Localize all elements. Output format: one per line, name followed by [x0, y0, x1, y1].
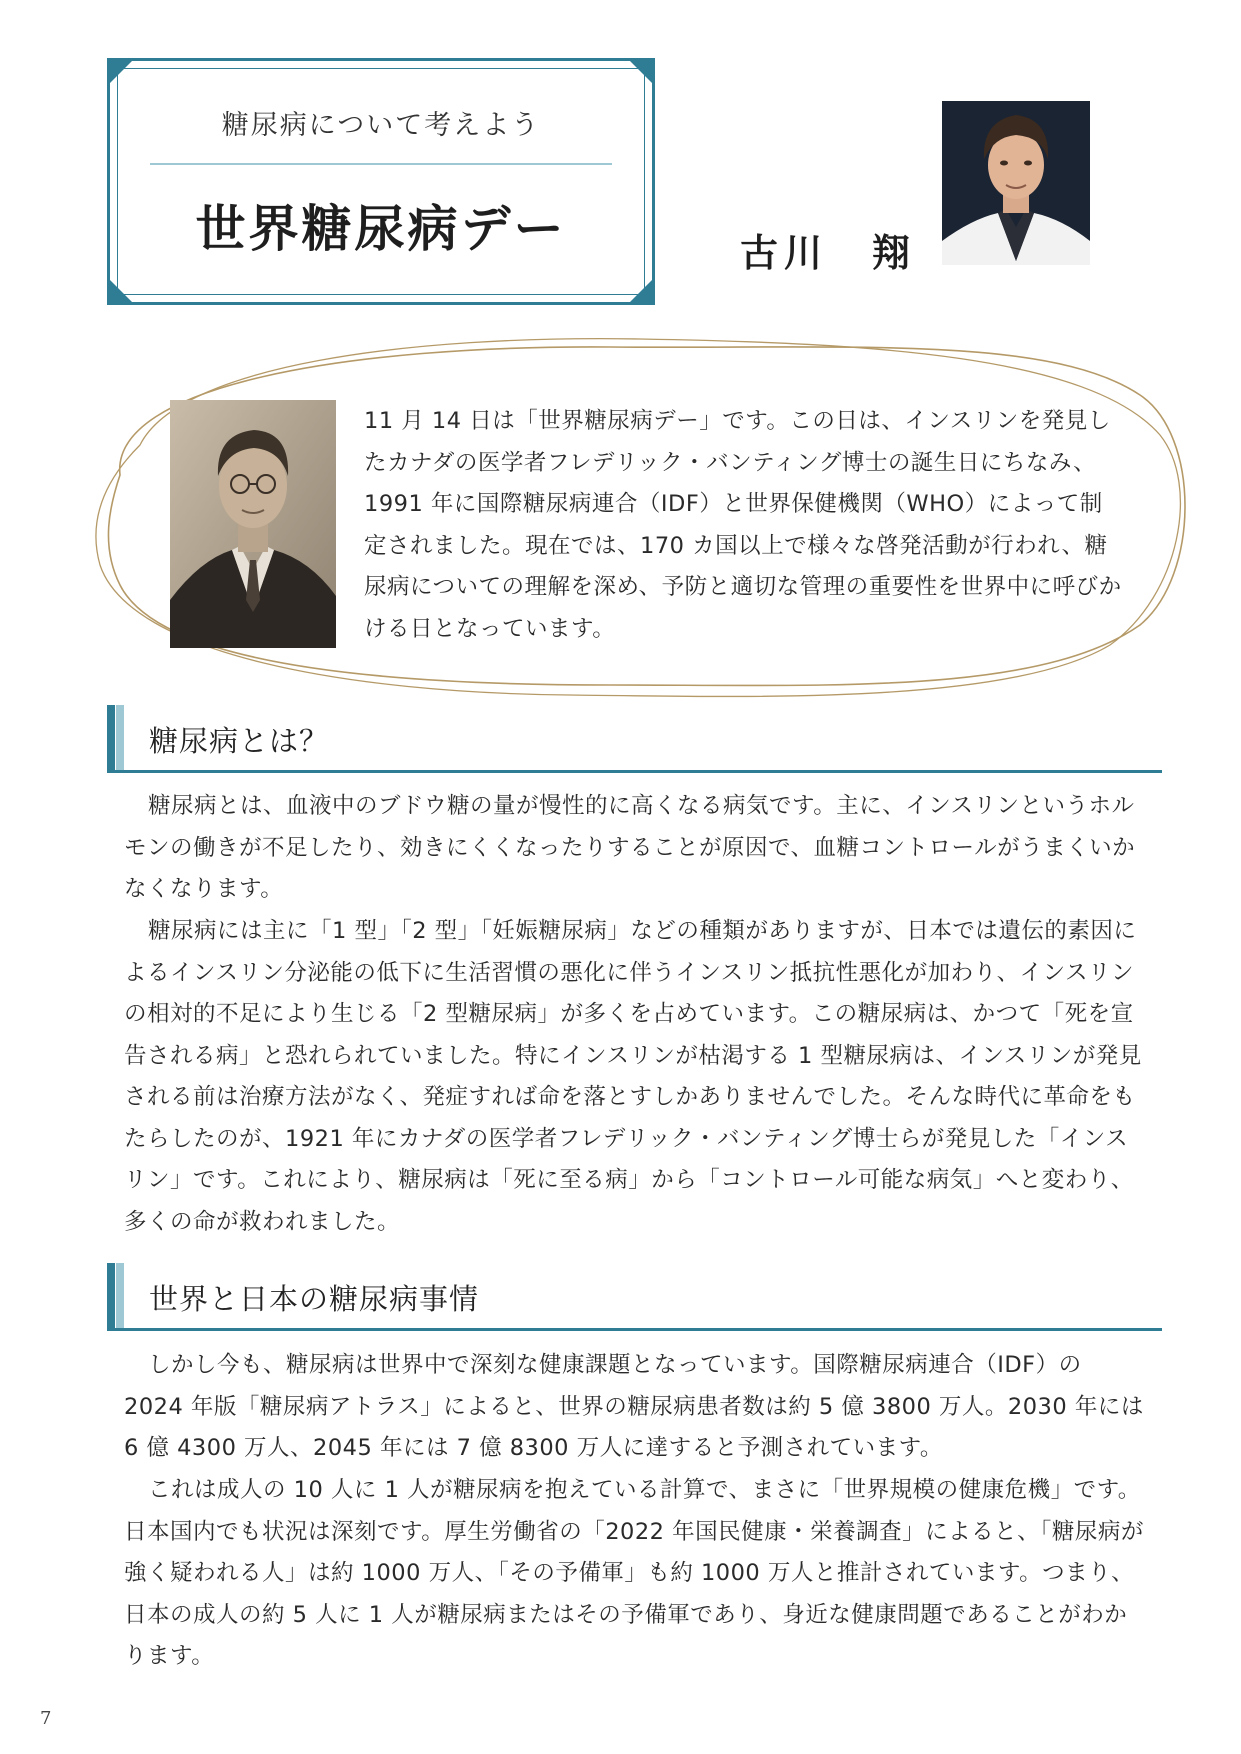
body-paragraph: しかし今も、糖尿病は世界中で深刻な健康課題となっています。国際糖尿病連合（IDF）の 2024 年版「糖尿病アトラス」によると、世界の糖尿病患者数は約 5 億 3800 万人。2030 年には 6 億 4300 万人、2045 年には 7 億 8300 万人に達すると予測されています。 [124, 1352, 1144, 1461]
heading-bar [107, 705, 115, 771]
article-subtitle: 糖尿病について考えよう [221, 110, 541, 141]
body-paragraph: 糖尿病には主に「1 型」「2 型」「妊娠糖尿病」などの種類がありますが、日本では遺伝的素因によるインスリン分泌能の低下に生活習慣の悪化に伴うインスリン抵抗性悪化が加わり、インスリンの相対的不足により生じる「2 型糖尿病」が多くを占めています。この糖尿病は、かつて「死を宣告される病」と恐れられていました。特にインスリンが枯渇する 1 型糖尿病は、インスリンが発見される前は治療方法がなく、発症すれば命を落とすしかありませんでした。そんな時代に革命をもたらしたのが、1921 年にカナダの医学者フレデリック・バンティング博士らが発見した「インスリン」です。これにより、糖尿病は「死に至る病」から「コントロール可能な病気」へと変わり、多くの命が救われました。 [124, 918, 1142, 1235]
section-heading [107, 705, 1162, 773]
section-heading [107, 1263, 1162, 1331]
section-title: 糖尿病とは？ [149, 724, 330, 758]
page-number: 7 [40, 1708, 52, 1729]
corner-ornament [110, 280, 132, 302]
heading-bar [116, 1263, 124, 1329]
article-title: 世界糖尿病デー [195, 200, 567, 258]
body-paragraph: これは成人の 10 人に 1 人が糖尿病を抱えている計算で、まさに「世界規模の健康危機」です。日本国内でも状況は深刻です。厚生労働省の「2022 年国民健康・栄養調査」によると、「糖尿病が強く疑われる人」は約 1000 万人、「その予備軍」も約 1000 万人と推計されています。つまり、日本の成人の約 5 人に 1 人が糖尿病またはその予備軍であり、身近な健康問題であることがわかります。 [124, 1477, 1144, 1669]
title-divider [150, 163, 612, 165]
corner-ornament [110, 61, 132, 83]
heading-bar [107, 1263, 115, 1329]
title-box [107, 58, 655, 305]
author-name: 古川 翔 [740, 231, 917, 275]
intro-text: 11 月 14 日は「世界糖尿病デー」です。この日は、インスリンを発見したカナダの医学者フレデリック・バンティング博士の誕生日にちなみ、1991 年に国際糖尿病連合（IDF）と世界保健機関（WHO）によって制定されました。現在では、170 カ国以上で様々な啓発活動が行われ、糖尿病についての理解を深め、予防と適切な管理の重要性を世界中に呼びかける日となっています。 [364, 408, 1122, 642]
heading-underline [107, 1328, 1162, 1331]
heading-underline [107, 770, 1162, 773]
corner-ornament [630, 280, 652, 302]
corner-ornament [630, 61, 652, 83]
body-paragraph: 糖尿病とは、血液中のブドウ糖の量が慢性的に高くなる病気です。主に、インスリンというホルモンの働きが不足したり、効きにくくなったりすることが原因で、血糖コントロールがうまくいかなくなります。 [124, 793, 1136, 902]
section-title: 世界と日本の糖尿病事情 [149, 1282, 480, 1316]
heading-bar [116, 705, 124, 771]
banting-portrait [170, 400, 336, 648]
author-photo [942, 101, 1090, 265]
